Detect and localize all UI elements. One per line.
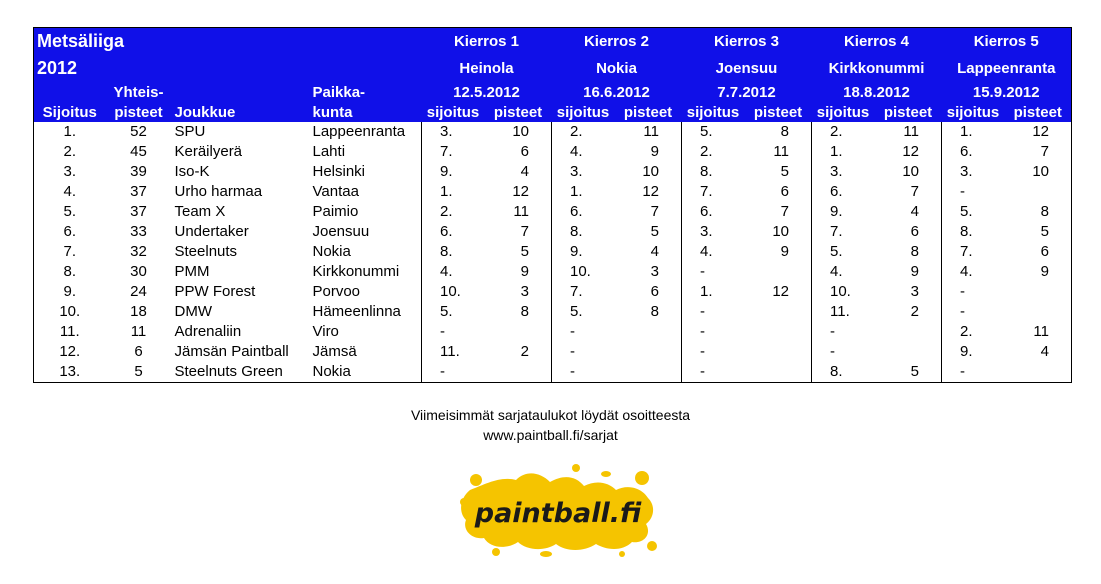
- round-3-points-cell: [745, 302, 812, 322]
- round-5-rank-cell: 2.: [960, 323, 973, 340]
- round-2-points-cell: 9: [615, 142, 682, 162]
- round-1-points-cell: 12: [485, 182, 552, 202]
- header-round-points: pisteet: [485, 103, 552, 122]
- team-cell: DMW: [174, 303, 212, 320]
- round-3-points-cell: 6: [745, 182, 812, 202]
- total-points-cell: 39: [130, 163, 147, 180]
- team-cell: Adrenaliin: [174, 323, 242, 340]
- round-4-rank-cell: 3.: [830, 163, 843, 180]
- header-round-rank: sijoitus: [682, 103, 745, 122]
- round-2-points-cell: 4: [615, 242, 682, 262]
- round-4-points-cell: 3: [875, 282, 942, 302]
- city-cell: Nokia: [310, 362, 422, 383]
- round-5-points-cell: 11: [1005, 322, 1072, 342]
- round-1-date: 12.5.2012: [422, 82, 552, 103]
- round-5-rank-cell: 1.: [960, 123, 973, 140]
- city-cell: Lahti: [310, 142, 422, 162]
- table-row: [34, 322, 1072, 342]
- round-4-date: 18.8.2012: [812, 82, 942, 103]
- team-cell: Undertaker: [174, 223, 249, 240]
- round-3-rank-cell: 4.: [700, 243, 713, 260]
- team-cell: Keräilyerä: [174, 143, 243, 160]
- total-points-cell: 6: [134, 343, 143, 360]
- round-4-rank-cell: 9.: [830, 203, 843, 220]
- round-1-rank-cell: -: [440, 323, 445, 340]
- round-5-name: Kierros 5: [942, 28, 1072, 56]
- table-title: Metsäliiga: [34, 28, 422, 56]
- round-3-rank-cell: -: [700, 323, 705, 340]
- round-1-points-cell: 9: [485, 262, 552, 282]
- round-4-rank-cell: 10.: [830, 283, 851, 300]
- rank-cell: 2.: [34, 142, 106, 162]
- round-1-rank-cell: 3.: [440, 123, 453, 140]
- round-1-rank-cell: 9.: [440, 163, 453, 180]
- round-1-points-cell: 7: [485, 222, 552, 242]
- header-round-rank: sijoitus: [422, 103, 485, 122]
- team-cell: Steelnuts Green: [172, 362, 310, 383]
- round-1-points-cell: 10: [485, 122, 552, 142]
- round-4-rank-cell: 2.: [830, 123, 843, 140]
- header-rank: Sijoitus: [34, 103, 106, 122]
- table-body: [34, 122, 1072, 383]
- round-4-points-cell: 11: [875, 122, 942, 142]
- round-3-place: Joensuu: [682, 55, 812, 82]
- round-3-rank-cell: -: [700, 303, 705, 320]
- round-2-rank-cell: 8.: [570, 223, 583, 240]
- table-header: [34, 28, 1072, 123]
- round-2-rank-cell: 1.: [570, 183, 583, 200]
- round-4-rank-cell: -: [830, 343, 835, 360]
- table-row: [34, 302, 1072, 322]
- team-cell: Team X: [174, 203, 226, 220]
- round-4-points-cell: 10: [875, 162, 942, 182]
- table-row: [34, 122, 1072, 142]
- total-points-cell: 11: [130, 323, 147, 340]
- round-4-name: Kierros 4: [812, 28, 942, 56]
- table-row: [34, 282, 1072, 302]
- round-2-points-cell: 5: [615, 222, 682, 242]
- round-5-date: 15.9.2012: [942, 82, 1072, 103]
- round-4-rank-cell: -: [830, 323, 835, 340]
- team-cell: Iso-K: [174, 163, 210, 180]
- round-3-points-cell: 12: [745, 282, 812, 302]
- rank-cell: 4.: [34, 182, 106, 202]
- city-cell: Helsinki: [310, 162, 422, 182]
- round-2-points-cell: [615, 322, 682, 342]
- round-1-rank-cell: 1.: [440, 183, 453, 200]
- header-round-rank: sijoitus: [552, 103, 615, 122]
- round-4-rank-cell: 7.: [830, 223, 843, 240]
- round-3-rank-cell: -: [700, 343, 705, 360]
- round-5-rank-cell: 7.: [960, 243, 973, 260]
- round-2-rank-cell: -: [552, 362, 615, 383]
- team-cell: Jämsän Paintball: [174, 343, 289, 360]
- round-4-points-cell: [875, 342, 942, 362]
- team-cell: Steelnuts: [174, 243, 238, 260]
- header-total-line1: Yhteis-: [106, 82, 172, 103]
- header-round-rank: sijoitus: [812, 103, 875, 122]
- round-5-rank-cell: 5.: [960, 203, 973, 220]
- round-1-rank-cell: 8.: [440, 243, 453, 260]
- round-2-points-cell: 8: [615, 302, 682, 322]
- round-2-points-cell: 7: [615, 202, 682, 222]
- round-3-rank-cell: 7.: [700, 183, 713, 200]
- round-4-rank-cell: 5.: [830, 243, 843, 260]
- round-2-rank-cell: 7.: [570, 283, 583, 300]
- round-1-rank-cell: 10.: [440, 283, 461, 300]
- round-1-points-cell: [485, 322, 552, 342]
- round-4-points-cell: [875, 322, 942, 342]
- round-4-points-cell: 7: [875, 182, 942, 202]
- round-4-points-cell: 8: [875, 242, 942, 262]
- total-points-cell: 24: [130, 283, 147, 300]
- round-5-points-cell: 5: [1005, 222, 1072, 242]
- round-5-rank-cell: 4.: [960, 263, 973, 280]
- rank-cell: 6.: [34, 222, 106, 242]
- standings-table: [33, 27, 1072, 383]
- round-4-rank-cell: 4.: [830, 263, 843, 280]
- round-4-rank-cell: 11.: [830, 303, 850, 320]
- round-3-points-cell: [745, 262, 812, 282]
- table-row: [34, 142, 1072, 162]
- rank-cell: 7.: [34, 242, 106, 262]
- round-1-rank-cell: 2.: [440, 203, 453, 220]
- table-year: 2012: [34, 55, 422, 82]
- city-cell: Paimio: [310, 202, 422, 222]
- round-4-rank-cell: 6.: [830, 183, 843, 200]
- header-blank: [34, 82, 106, 103]
- city-cell: Lappeenranta: [310, 122, 422, 142]
- round-2-rank-cell: -: [570, 343, 575, 360]
- round-5-place: Lappeenranta: [942, 55, 1072, 82]
- round-3-points-cell: [745, 342, 812, 362]
- header-total-line2: pisteet: [106, 103, 172, 122]
- paintball-logo: [456, 462, 660, 558]
- round-3-name: Kierros 3: [682, 28, 812, 56]
- round-2-rank-cell: 5.: [570, 303, 583, 320]
- round-1-rank-cell: 4.: [440, 263, 453, 280]
- table-row: [34, 222, 1072, 242]
- total-points-cell: 33: [130, 223, 147, 240]
- header-round-points: pisteet: [615, 103, 682, 122]
- round-3-rank-cell: -: [682, 362, 745, 383]
- team-cell: PPW Forest: [174, 283, 256, 300]
- footer-text: Viimeisimmät sarjataulukot löydät osoitteesta: [410, 407, 691, 423]
- city-cell: Hämeenlinna: [310, 302, 422, 322]
- round-4-points-cell: 4: [875, 202, 942, 222]
- round-2-name: Kierros 2: [552, 28, 682, 56]
- round-3-points-cell: [745, 362, 812, 383]
- rank-cell: 10.: [34, 302, 106, 322]
- team-cell: Urho harmaa: [174, 183, 263, 200]
- table-row: [34, 362, 1072, 383]
- round-2-rank-cell: 4.: [570, 143, 583, 160]
- round-5-points-cell: 4: [1005, 342, 1072, 362]
- round-4-rank-cell: 8.: [812, 362, 875, 383]
- table-row: [34, 182, 1072, 202]
- round-5-rank-cell: -: [960, 283, 965, 300]
- round-5-rank-cell: -: [942, 362, 1005, 383]
- round-3-rank-cell: 1.: [700, 283, 713, 300]
- header-team: Joukkue: [172, 103, 310, 122]
- round-4-place: Kirkkonummi: [812, 55, 942, 82]
- round-3-points-cell: 7: [745, 202, 812, 222]
- round-2-rank-cell: 3.: [570, 163, 583, 180]
- round-2-rank-cell: -: [570, 323, 575, 340]
- round-3-date: 7.7.2012: [682, 82, 812, 103]
- header-city-line1: Paikka-: [310, 82, 422, 103]
- round-5-points-cell: 8: [1005, 202, 1072, 222]
- city-cell: Porvoo: [310, 282, 422, 302]
- table-row: [34, 342, 1072, 362]
- round-2-rank-cell: 2.: [570, 123, 583, 140]
- round-4-points-cell: 2: [875, 302, 942, 322]
- footer-link[interactable]: www.paintball.fi/sarjat: [483, 427, 618, 443]
- table-row: [34, 202, 1072, 222]
- total-points-cell: 52: [130, 123, 147, 140]
- round-2-place: Nokia: [552, 55, 682, 82]
- round-3-rank-cell: -: [700, 263, 705, 280]
- round-2-points-cell: 6: [615, 282, 682, 302]
- round-4-points-cell: 12: [875, 142, 942, 162]
- round-5-points-cell: 12: [1005, 122, 1072, 142]
- round-3-points-cell: 8: [745, 122, 812, 142]
- header-city-line2: kunta: [310, 103, 422, 122]
- round-2-date: 16.6.2012: [552, 82, 682, 103]
- city-cell: Vantaa: [310, 182, 422, 202]
- city-cell: Joensuu: [310, 222, 422, 242]
- rank-cell: 13.: [34, 362, 106, 383]
- round-2-rank-cell: 6.: [570, 203, 583, 220]
- round-1-points-cell: 3: [485, 282, 552, 302]
- total-points-cell: 18: [130, 303, 147, 320]
- footer-note: [0, 405, 1101, 445]
- round-1-rank-cell: 7.: [440, 143, 453, 160]
- round-5-points-cell: 7: [1005, 142, 1072, 162]
- round-2-rank-cell: 9.: [570, 243, 583, 260]
- rank-cell: 8.: [34, 262, 106, 282]
- team-cell: SPU: [174, 123, 206, 140]
- round-5-rank-cell: 8.: [960, 223, 973, 240]
- header-round-points: pisteet: [745, 103, 812, 122]
- round-1-rank-cell: 11.: [440, 343, 460, 360]
- round-3-points-cell: 11: [745, 142, 812, 162]
- logo-text: paintball.fi: [474, 498, 642, 529]
- round-1-rank-cell: 5.: [440, 303, 453, 320]
- paint-splat-icon: [456, 462, 660, 558]
- round-4-points-cell: 5: [875, 362, 942, 383]
- team-cell: PMM: [174, 263, 210, 280]
- round-4-points-cell: 6: [875, 222, 942, 242]
- round-5-rank-cell: 3.: [960, 163, 973, 180]
- round-5-rank-cell: -: [960, 183, 965, 200]
- round-1-place: Heinola: [422, 55, 552, 82]
- round-3-rank-cell: 8.: [700, 163, 713, 180]
- round-3-rank-cell: 6.: [700, 203, 713, 220]
- round-5-rank-cell: 9.: [960, 343, 973, 360]
- rank-cell: 12.: [34, 342, 106, 362]
- city-cell: Viro: [310, 322, 422, 342]
- rank-cell: 3.: [34, 162, 106, 182]
- round-1-points-cell: 4: [485, 162, 552, 182]
- round-5-points-cell: [1005, 362, 1072, 383]
- city-cell: Nokia: [310, 242, 422, 262]
- rank-cell: 9.: [34, 282, 106, 302]
- round-1-name: Kierros 1: [422, 28, 552, 56]
- total-points-cell: 37: [130, 203, 147, 220]
- round-5-points-cell: 6: [1005, 242, 1072, 262]
- round-3-points-cell: 10: [745, 222, 812, 242]
- header-round-points: pisteet: [1005, 103, 1072, 122]
- round-2-points-cell: 10: [615, 162, 682, 182]
- round-1-points-cell: [485, 362, 552, 383]
- rank-cell: 1.: [34, 122, 106, 142]
- round-3-points-cell: [745, 322, 812, 342]
- city-cell: Kirkkonummi: [310, 262, 422, 282]
- round-4-points-cell: 9: [875, 262, 942, 282]
- total-points-cell: 30: [130, 263, 147, 280]
- total-points-cell: 37: [130, 183, 147, 200]
- round-2-points-cell: 11: [615, 122, 682, 142]
- round-5-points-cell: [1005, 302, 1072, 322]
- round-5-points-cell: [1005, 182, 1072, 202]
- rank-cell: 11.: [34, 322, 106, 342]
- round-2-points-cell: 12: [615, 182, 682, 202]
- round-4-rank-cell: 1.: [830, 143, 843, 160]
- round-5-points-cell: [1005, 282, 1072, 302]
- round-3-rank-cell: 3.: [700, 223, 713, 240]
- header-blank: [172, 82, 310, 103]
- round-5-rank-cell: 6.: [960, 143, 973, 160]
- total-points-cell: 5: [106, 362, 172, 383]
- table-row: [34, 162, 1072, 182]
- round-5-points-cell: 10: [1005, 162, 1072, 182]
- header-round-points: pisteet: [875, 103, 942, 122]
- round-3-points-cell: 9: [745, 242, 812, 262]
- round-1-points-cell: 8: [485, 302, 552, 322]
- total-points-cell: 45: [130, 143, 147, 160]
- round-1-points-cell: 2: [485, 342, 552, 362]
- round-2-rank-cell: 10.: [570, 263, 591, 280]
- rank-cell: 5.: [34, 202, 106, 222]
- round-2-points-cell: [615, 362, 682, 383]
- round-1-rank-cell: -: [422, 362, 485, 383]
- round-1-rank-cell: 6.: [440, 223, 453, 240]
- header-round-rank: sijoitus: [942, 103, 1005, 122]
- total-points-cell: 32: [130, 243, 147, 260]
- city-cell: Jämsä: [310, 342, 422, 362]
- table-row: [34, 262, 1072, 282]
- round-3-rank-cell: 5.: [700, 123, 713, 140]
- table-row: [34, 242, 1072, 262]
- round-5-rank-cell: -: [960, 303, 965, 320]
- round-1-points-cell: 5: [485, 242, 552, 262]
- round-1-points-cell: 6: [485, 142, 552, 162]
- round-3-points-cell: 5: [745, 162, 812, 182]
- round-1-points-cell: 11: [485, 202, 552, 222]
- round-2-points-cell: 3: [615, 262, 682, 282]
- round-2-points-cell: [615, 342, 682, 362]
- round-3-rank-cell: 2.: [700, 143, 713, 160]
- round-5-points-cell: 9: [1005, 262, 1072, 282]
